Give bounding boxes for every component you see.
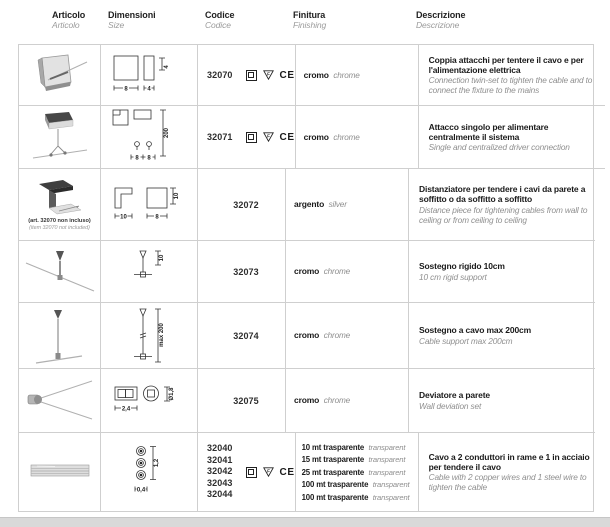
image-caption-it: (art. 32070 non incluso) bbox=[28, 217, 91, 224]
double-insulation-icon bbox=[246, 70, 257, 81]
description-cell bbox=[419, 433, 605, 511]
code-cell bbox=[198, 106, 296, 169]
product-image-central-driver-connection bbox=[19, 106, 101, 169]
certification-icons bbox=[246, 467, 295, 478]
finish-en: chrome bbox=[333, 70, 360, 80]
finish-cell bbox=[286, 241, 409, 303]
finish-it: 100 mt trasparente bbox=[301, 480, 369, 490]
finish-en: chrome bbox=[323, 267, 351, 277]
finish-cell bbox=[286, 303, 409, 369]
product-illustration bbox=[22, 247, 98, 297]
product-illustration bbox=[29, 178, 91, 218]
finish-en: transparent bbox=[372, 480, 410, 490]
dimension-drawing bbox=[101, 241, 198, 303]
svg-text:F: F bbox=[266, 468, 270, 474]
product-image-rigid-support bbox=[19, 241, 101, 303]
product-illustration bbox=[30, 50, 90, 100]
svg-text:F: F bbox=[266, 71, 270, 77]
double-insulation-icon bbox=[246, 132, 257, 143]
column-header-codice bbox=[197, 10, 285, 30]
finish-it: 25 mt trasparente bbox=[301, 467, 365, 477]
product-code: 32044 bbox=[207, 489, 233, 500]
ce-mark-icon: CE bbox=[279, 131, 295, 143]
product-code: 32075 bbox=[233, 395, 259, 406]
finish-en: transparent bbox=[368, 455, 406, 465]
finish-it: cromo bbox=[294, 395, 320, 406]
description-cell bbox=[409, 169, 595, 241]
table-row bbox=[19, 369, 593, 433]
dimension-drawing bbox=[101, 303, 198, 369]
description-it: Sostegno a cavo max 200cm bbox=[419, 325, 532, 336]
finish-en: silver bbox=[328, 200, 347, 210]
product-code: 32040 bbox=[207, 443, 233, 454]
dim-label: Ø1,8 bbox=[169, 386, 175, 401]
finish-cell bbox=[286, 169, 409, 241]
product-code: 32073 bbox=[233, 266, 259, 277]
column-header-articolo bbox=[18, 10, 100, 30]
finish-it: 10 mt trasparente bbox=[301, 442, 365, 452]
table-header bbox=[18, 10, 594, 30]
description-it: Distanziatore per tendere i cavi da parete a soffitto o da soffitto a soffitto bbox=[419, 184, 586, 205]
finish-it: cromo bbox=[294, 330, 320, 341]
dim-label: 8 bbox=[147, 155, 151, 162]
double-insulation-icon bbox=[246, 467, 257, 478]
column-header-dimensioni bbox=[100, 10, 197, 30]
column-label: Dimensioni bbox=[108, 10, 156, 20]
finish-en: transparent bbox=[368, 442, 406, 452]
table-row bbox=[19, 433, 593, 511]
description-en: Wall deviation set bbox=[419, 400, 482, 411]
dim-label: 8 bbox=[155, 214, 159, 221]
description-en: Cable support max 200cm bbox=[419, 335, 513, 346]
description-en: Cable with 2 copper wires and 1 steel wire to tighten the cable bbox=[428, 472, 587, 493]
product-code: 32074 bbox=[233, 330, 259, 341]
ce-mark-icon: CE bbox=[279, 69, 295, 81]
product-code: 32070 bbox=[207, 70, 233, 80]
certification-icons bbox=[246, 132, 295, 143]
finish-it: argento bbox=[294, 199, 325, 210]
product-image-conductor-cable bbox=[19, 433, 101, 511]
description-en: Single and centralized driver connection bbox=[428, 142, 570, 153]
finish-it: cromo bbox=[303, 69, 329, 80]
product-illustration bbox=[25, 108, 95, 166]
description-it: Attacco singolo per alimentare centralmente il sistema bbox=[428, 121, 549, 142]
dimension-drawing bbox=[101, 106, 198, 169]
finish-cell bbox=[296, 433, 419, 511]
f-mark-icon bbox=[263, 132, 274, 142]
product-illustration bbox=[24, 377, 96, 425]
code-cell bbox=[198, 369, 286, 433]
table-row bbox=[19, 106, 593, 169]
description-it: Sostegno rigido 10cm bbox=[419, 261, 505, 272]
code-cell bbox=[198, 433, 296, 511]
finish-en: chrome bbox=[323, 331, 351, 341]
table-row bbox=[19, 169, 593, 241]
code-cell bbox=[198, 169, 286, 241]
code-cell bbox=[198, 303, 286, 369]
page-footer-bar bbox=[0, 517, 610, 527]
dimension-drawing bbox=[101, 45, 198, 106]
f-mark-icon bbox=[263, 70, 274, 80]
code-cell bbox=[198, 241, 286, 303]
finish-it: cromo bbox=[294, 266, 320, 277]
dim-label: max 200 bbox=[159, 322, 165, 347]
description-en: Distance piece for tightening cables from wall to ceiling or from ceiling to ceiling bbox=[419, 204, 588, 225]
column-label: Articolo bbox=[52, 10, 86, 20]
column-sublabel: Finishing bbox=[293, 20, 327, 30]
column-header-finitura bbox=[285, 10, 408, 30]
product-code: 32041 bbox=[207, 454, 233, 465]
column-sublabel: Descrizione bbox=[416, 20, 460, 30]
finish-en: transparent bbox=[372, 492, 410, 502]
column-label: Descrizione bbox=[416, 10, 466, 20]
product-code: 32043 bbox=[207, 477, 233, 488]
dim-label: 10 bbox=[159, 254, 165, 261]
column-sublabel: Size bbox=[108, 20, 125, 30]
dimension-drawing bbox=[101, 169, 198, 241]
column-sublabel: Codice bbox=[205, 20, 231, 30]
finish-it: cromo bbox=[303, 131, 329, 142]
product-image-wall-deviator bbox=[19, 369, 101, 433]
finish-it: 100 mt trasparente bbox=[301, 492, 369, 502]
column-label: Finitura bbox=[293, 10, 326, 20]
product-code: 32042 bbox=[207, 466, 233, 477]
ce-mark-icon: CE bbox=[279, 466, 295, 478]
finish-it: 15 mt trasparente bbox=[301, 455, 365, 465]
description-it: Cavo a 2 conduttori in rame e 1 in acciaio per tendere il cavo bbox=[428, 451, 590, 472]
dim-label: 10 bbox=[120, 214, 127, 221]
dim-label: 1,2 bbox=[154, 458, 160, 468]
product-code-list bbox=[207, 443, 233, 501]
dim-label: 2,4 bbox=[121, 406, 131, 412]
dim-label: 8 bbox=[124, 86, 128, 93]
f-mark-icon bbox=[263, 467, 274, 477]
product-image-cable-wall-attachment bbox=[19, 45, 101, 106]
product-code: 32071 bbox=[207, 132, 233, 142]
code-cell bbox=[198, 45, 296, 106]
dimension-drawing bbox=[101, 433, 198, 511]
finish-cell bbox=[296, 45, 419, 106]
description-cell bbox=[419, 106, 605, 169]
table-row bbox=[19, 303, 593, 369]
product-image-distance-bracket bbox=[19, 169, 101, 241]
product-illustration bbox=[30, 306, 90, 366]
product-table bbox=[18, 44, 594, 512]
finish-en: chrome bbox=[333, 132, 360, 142]
finish-en: chrome bbox=[323, 396, 351, 406]
description-cell bbox=[409, 241, 595, 303]
dim-label: 4 bbox=[147, 86, 151, 93]
dim-label: 8 bbox=[135, 155, 139, 162]
description-en: 10 cm rigid support bbox=[419, 271, 487, 282]
product-code: 32072 bbox=[233, 199, 259, 210]
finish-cell bbox=[296, 106, 419, 169]
finish-cell bbox=[286, 369, 409, 433]
finish-en: transparent bbox=[368, 467, 406, 477]
description-it: Deviatore a parete bbox=[419, 390, 491, 401]
dimension-drawing bbox=[101, 369, 198, 433]
dim-label: 4 bbox=[164, 65, 170, 69]
dim-label: 10 bbox=[174, 192, 180, 199]
dim-label: 0,4 bbox=[136, 487, 146, 494]
description-cell bbox=[409, 303, 595, 369]
column-sublabel: Articolo bbox=[52, 20, 80, 30]
description-en: Connection twin-set to tighten the cable and to connect the fixture to the mains bbox=[428, 75, 593, 96]
product-illustration bbox=[27, 460, 93, 484]
description-it: Coppia attacchi per tentere il cavo e per l'alimentazione elettrica bbox=[428, 54, 584, 75]
description-cell bbox=[409, 369, 595, 433]
column-label: Codice bbox=[205, 10, 235, 20]
dim-label: 200 bbox=[164, 127, 170, 139]
column-header-descrizione bbox=[408, 10, 594, 30]
certification-icons bbox=[246, 70, 295, 81]
table-row bbox=[19, 45, 593, 106]
description-cell bbox=[419, 45, 605, 106]
svg-text:F: F bbox=[266, 133, 270, 139]
table-row bbox=[19, 241, 593, 303]
product-image-cable-support bbox=[19, 303, 101, 369]
image-caption-en: (item 32070 not included) bbox=[29, 224, 90, 231]
